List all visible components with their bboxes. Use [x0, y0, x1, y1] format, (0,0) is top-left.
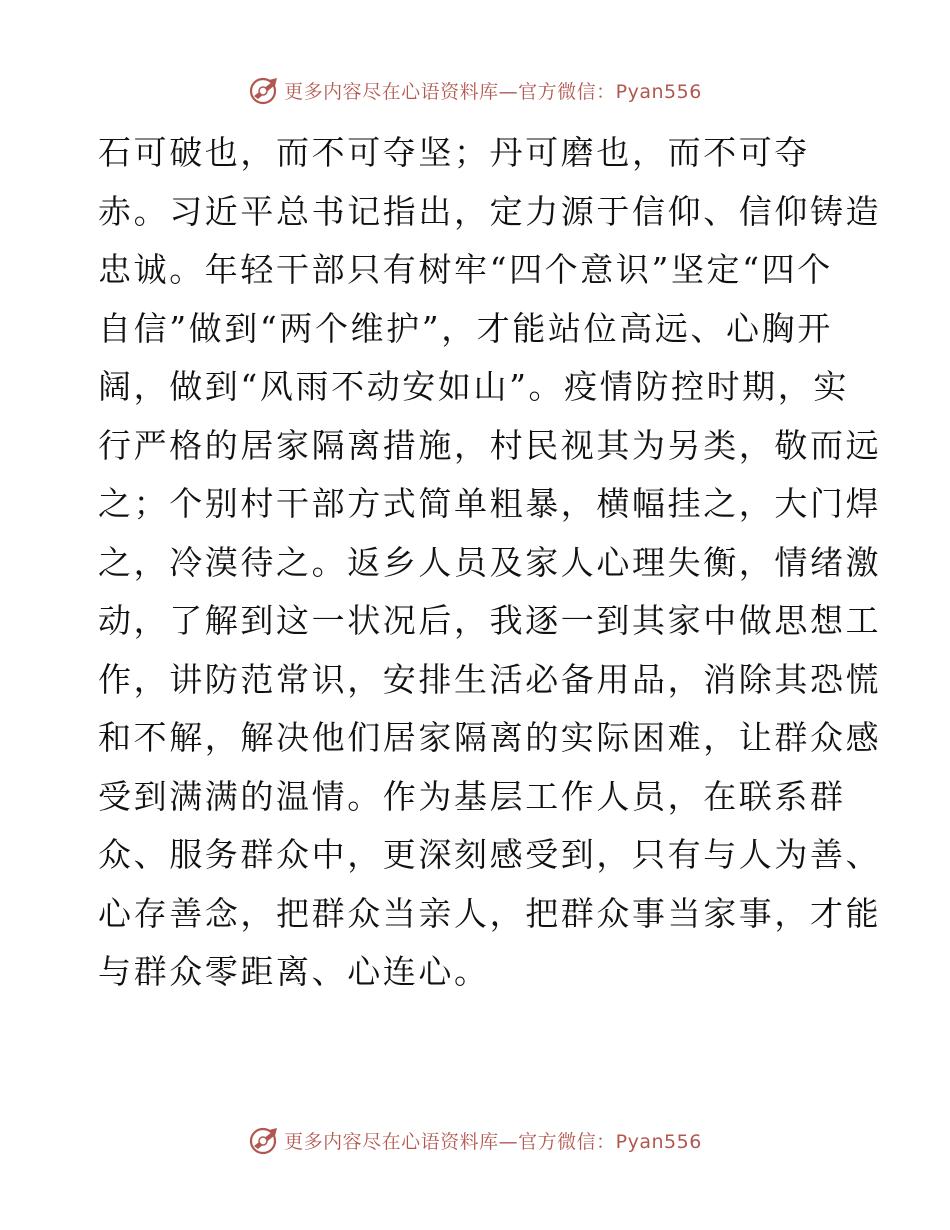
document-body	[98, 124, 882, 1002]
body-line: 和不解，解决他们居家隔离的实际困难，让群众感	[98, 718, 882, 757]
body-line: 阔，做到“风雨不动安如山”。疫情防控时期，实	[98, 367, 849, 406]
footer-banner-text: 更多内容尽在心语资料库—官方微信：Pyan556	[284, 1130, 702, 1153]
body-line: 之；个别村干部方式简单粗暴，横幅挂之，大门焊	[98, 484, 882, 523]
body-line: 作，讲防范常识，安排生活必备用品，消除其恐慌	[98, 659, 882, 699]
body-line: 赤。习近平总书记指出，定力源于信仰、信仰铸造	[98, 191, 882, 231]
body-line: 众、服务群众中，更深刻感受到，只有与人为善、	[98, 835, 882, 874]
body-line: 石可破也，而不可夺坚；丹可磨也，而不可夺	[98, 133, 810, 172]
pen-circle-logo-icon	[248, 74, 280, 106]
body-line: 动，了解到这一状况后，我逐一到其家中做思想工	[98, 601, 882, 640]
body-line: 之，冷漠待之。返乡人员及家人心理失衡，情绪激	[98, 542, 882, 582]
body-line: 受到满满的温情。作为基层工作人员，在联系群	[98, 776, 846, 816]
pen-circle-logo-icon	[248, 1124, 280, 1156]
body-line: 心存善念，把群众当亲人，把群众事当家事，才能	[98, 893, 882, 933]
body-line: 行严格的居家隔离措施，村民视其为另类，敬而远	[98, 425, 882, 465]
header-banner	[0, 70, 950, 110]
body-line: 自信”做到“两个维护”，才能站位高远、心胸开	[98, 308, 833, 348]
header-banner-text: 更多内容尽在心语资料库—官方微信：Pyan556	[284, 80, 702, 103]
footer-banner	[0, 1120, 950, 1160]
body-line: 忠诚。年轻干部只有树牢“四个意识”坚定“四个	[98, 250, 833, 289]
body-line: 与群众零距离、心连心。	[98, 952, 490, 991]
